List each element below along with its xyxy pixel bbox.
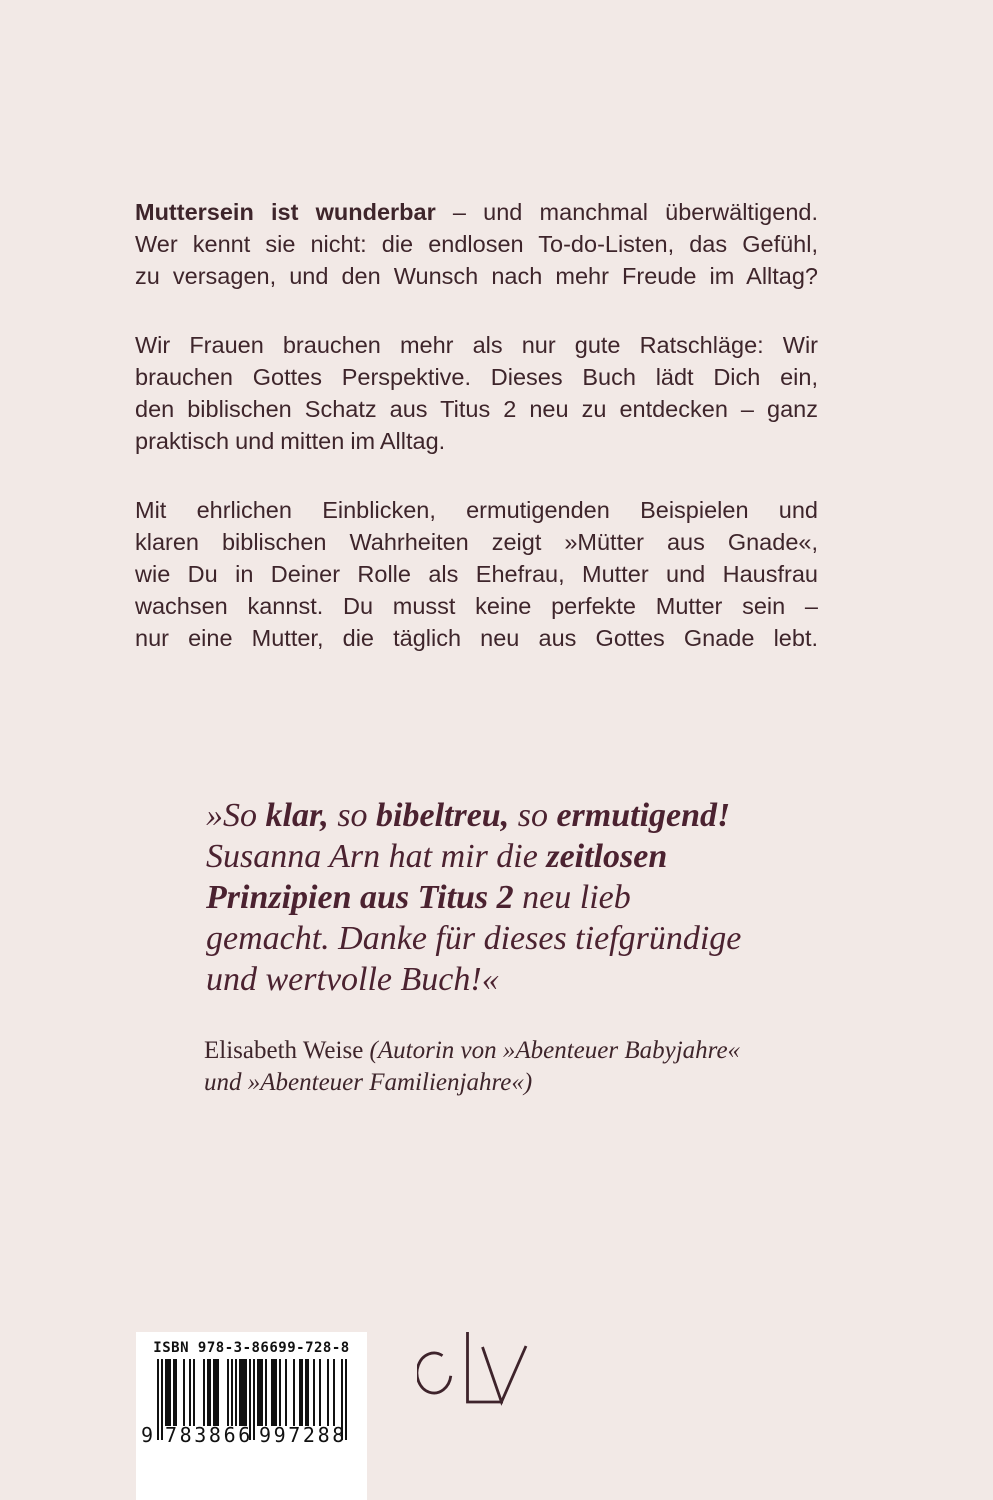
quote-line bbox=[206, 959, 866, 1000]
text-segment: brauchen Gottes Perspektive. Dieses Buch lädt Dich ein, bbox=[135, 364, 818, 390]
isbn-number: ISBN 978-3-86699-728-8 bbox=[153, 1340, 350, 1356]
text-segment: nur eine Mutter, die täglich neu aus Gottes Gnade lebt. bbox=[135, 625, 818, 651]
text-segment: Muttersein ist wunderbar bbox=[135, 199, 436, 225]
blurb-line bbox=[135, 590, 818, 622]
blurb-line bbox=[135, 260, 818, 292]
quote-line bbox=[206, 877, 866, 918]
text-segment: Wer kennt sie nicht: die endlosen To-do-Listen, das Gefühl, bbox=[135, 231, 818, 257]
blurb-paragraph bbox=[135, 494, 818, 654]
blurb-paragraph bbox=[135, 329, 818, 457]
blurb-line bbox=[135, 393, 818, 425]
blurb-line bbox=[135, 494, 818, 526]
text-segment: und »Abenteuer Familienjahre«) bbox=[204, 1069, 533, 1096]
quote-line bbox=[206, 918, 866, 959]
blurb bbox=[135, 196, 818, 654]
blurb-line bbox=[135, 526, 818, 558]
barcode-right-digits: 997288 bbox=[259, 1423, 347, 1447]
blurb-line bbox=[135, 558, 818, 590]
blurb-line bbox=[135, 622, 818, 654]
text-segment: wachsen kannst. Du musst keine perfekte Mutter sein – bbox=[135, 593, 818, 619]
text-segment: Prinzipien aus Titus 2 bbox=[206, 879, 514, 916]
attribution-line bbox=[204, 1035, 884, 1067]
endorsement-quote bbox=[206, 795, 866, 1000]
text-segment: so bbox=[509, 797, 557, 834]
blurb-line bbox=[135, 329, 818, 361]
text-segment: gemacht. Danke für dieses tiefgründige bbox=[206, 920, 742, 957]
text-segment: zeitlosen bbox=[546, 838, 668, 875]
barcode-lead-digit: 9 bbox=[141, 1423, 154, 1447]
text-segment: und wertvolle Buch!« bbox=[206, 961, 499, 998]
attribution-line bbox=[204, 1067, 884, 1099]
text-segment: praktisch und mitten im Alltag. bbox=[135, 428, 446, 454]
text-segment: neu lieb bbox=[513, 879, 631, 916]
text-segment: bibeltreu, bbox=[376, 797, 510, 834]
text-segment: »So bbox=[206, 797, 266, 834]
text-segment: klar, bbox=[265, 797, 329, 834]
quote-line bbox=[206, 795, 866, 836]
blurb-line bbox=[135, 196, 818, 228]
blurb-paragraph bbox=[135, 196, 818, 292]
text-segment: wie Du in Deiner Rolle als Ehefrau, Mutter und Hausfrau bbox=[135, 561, 818, 587]
text-segment: – und manchmal überwältigend. bbox=[435, 199, 818, 225]
text-segment: so bbox=[328, 797, 377, 834]
isbn-barcode-panel bbox=[136, 1332, 367, 1500]
text-segment: Elisabeth Weise bbox=[204, 1037, 370, 1064]
text-segment: Mit ehrlichen Einblicken, ermutigenden Beispielen und bbox=[135, 497, 818, 523]
blurb-line bbox=[135, 425, 818, 457]
barcode-left-digits: 783866 bbox=[165, 1423, 253, 1447]
clv-letter-c-icon bbox=[417, 1353, 451, 1393]
blurb-line bbox=[135, 361, 818, 393]
clv-publisher-logo bbox=[417, 1329, 531, 1409]
text-segment: Susanna Arn hat mir die bbox=[206, 838, 547, 875]
text-segment: (Autorin von »Abenteuer Babyjahre« bbox=[369, 1037, 741, 1064]
text-segment: ermutigend! bbox=[556, 797, 731, 834]
text-segment: klaren biblischen Wahrheiten zeigt »Mütter aus Gnade«, bbox=[135, 529, 818, 555]
endorsement-attribution bbox=[204, 1035, 884, 1099]
text-segment: den biblischen Schatz aus Titus 2 neu zu entdecken – ganz bbox=[135, 396, 818, 422]
text-segment: Wir Frauen brauchen mehr als nur gute Ratschläge: Wir bbox=[135, 332, 818, 358]
text-segment: zu versagen, und den Wunsch nach mehr Freude im Alltag? bbox=[135, 263, 818, 289]
quote-line bbox=[206, 836, 866, 877]
clv-letter-v-icon bbox=[483, 1346, 527, 1402]
blurb-line bbox=[135, 228, 818, 260]
